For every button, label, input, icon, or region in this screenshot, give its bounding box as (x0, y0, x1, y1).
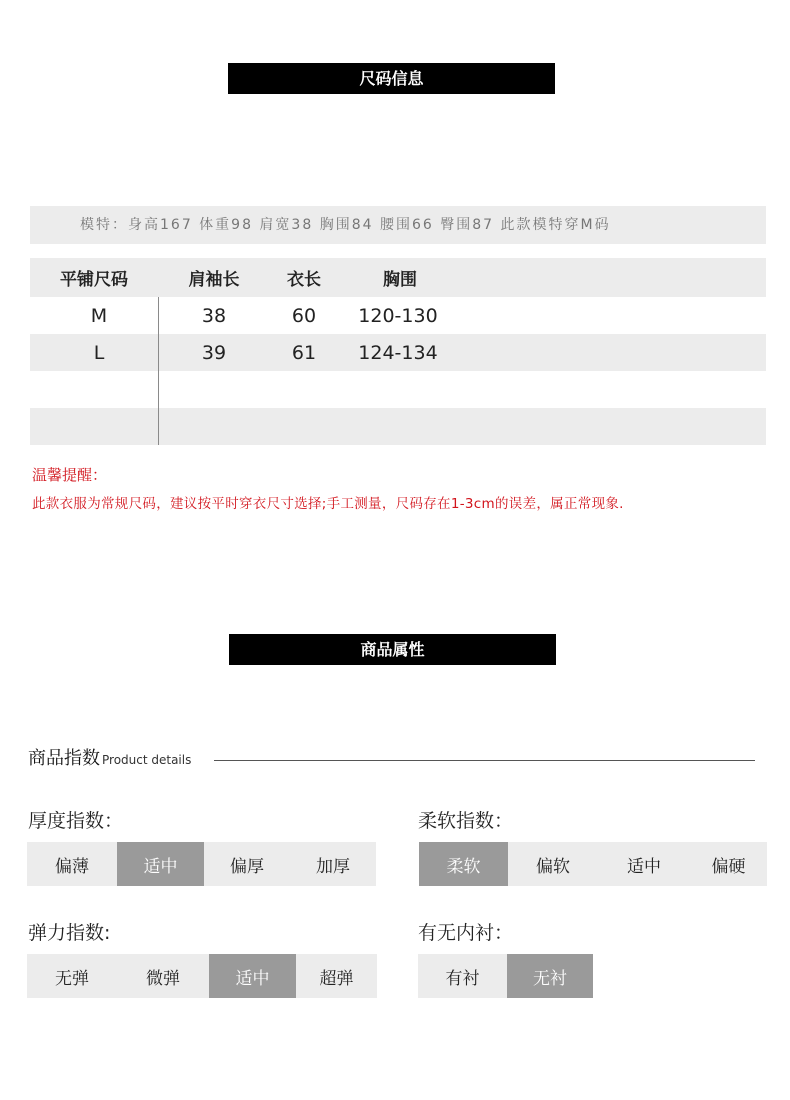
details-divider (214, 760, 755, 761)
cell-size: M (90, 304, 108, 327)
table-divider (158, 297, 159, 445)
table-row (30, 334, 766, 371)
cell-length: 61 (291, 341, 317, 364)
tip-title: 温馨提醒： (32, 466, 108, 484)
size-table-header (30, 258, 766, 297)
header-shoulder-sleeve: 肩袖长 (188, 270, 240, 290)
tip-text: 此款衣服为常规尺码，建议按平时穿衣尺寸选择;手工测量，尺码存在1-3cm的误差，属正常现象. (32, 496, 624, 512)
softness-label: 柔软指数： (418, 810, 514, 832)
elasticity-option: 无弹 (55, 968, 89, 989)
cell-length: 60 (291, 304, 317, 327)
cell-shoulder-sleeve: 39 (201, 341, 227, 364)
softness-option-selected: 柔软 (419, 842, 508, 886)
lining-options (418, 954, 593, 998)
table-row (30, 408, 766, 445)
header-size: 平铺尺码 (60, 270, 128, 290)
softness-option: 偏软 (536, 856, 570, 877)
cell-size: L (93, 341, 105, 364)
attributes-title: 商品属性 (229, 634, 556, 665)
softness-options (419, 842, 767, 886)
details-title-en: Product details (102, 753, 192, 767)
header-chest: 胸围 (383, 270, 417, 290)
header-length: 衣长 (287, 270, 321, 290)
elasticity-label: 弹力指数: (28, 922, 111, 944)
details-heading (28, 744, 191, 770)
thickness-options (27, 842, 376, 886)
cell-chest: 124-134 (358, 341, 438, 364)
size-table (30, 258, 766, 445)
lining-option-selected: 无衬 (507, 954, 593, 998)
cell-shoulder-sleeve: 38 (201, 304, 227, 327)
size-info-title: 尺码信息 (228, 63, 555, 94)
elasticity-options (27, 954, 377, 998)
thickness-option: 偏薄 (55, 856, 89, 877)
details-title-cn: 商品指数 (28, 748, 100, 769)
thickness-label: 厚度指数： (28, 810, 124, 832)
lining-label: 有无内衬： (418, 922, 514, 944)
thickness-option: 偏厚 (230, 856, 264, 877)
elasticity-option-selected: 适中 (209, 954, 296, 998)
softness-option: 偏硬 (711, 856, 746, 877)
thickness-option: 加厚 (316, 856, 350, 877)
lining-option: 有衬 (445, 968, 480, 989)
thickness-option-selected: 适中 (117, 842, 204, 886)
cell-chest: 120-130 (358, 304, 438, 327)
model-measurements: 模特：身高167 体重98 肩宽38 胸围84 腰围66 臀围87 此款模特穿M码 (30, 206, 766, 244)
elasticity-option: 微弹 (146, 968, 180, 989)
table-row (30, 371, 766, 408)
elasticity-option: 超弹 (319, 968, 354, 989)
softness-option: 适中 (627, 856, 661, 877)
table-row (30, 297, 766, 334)
